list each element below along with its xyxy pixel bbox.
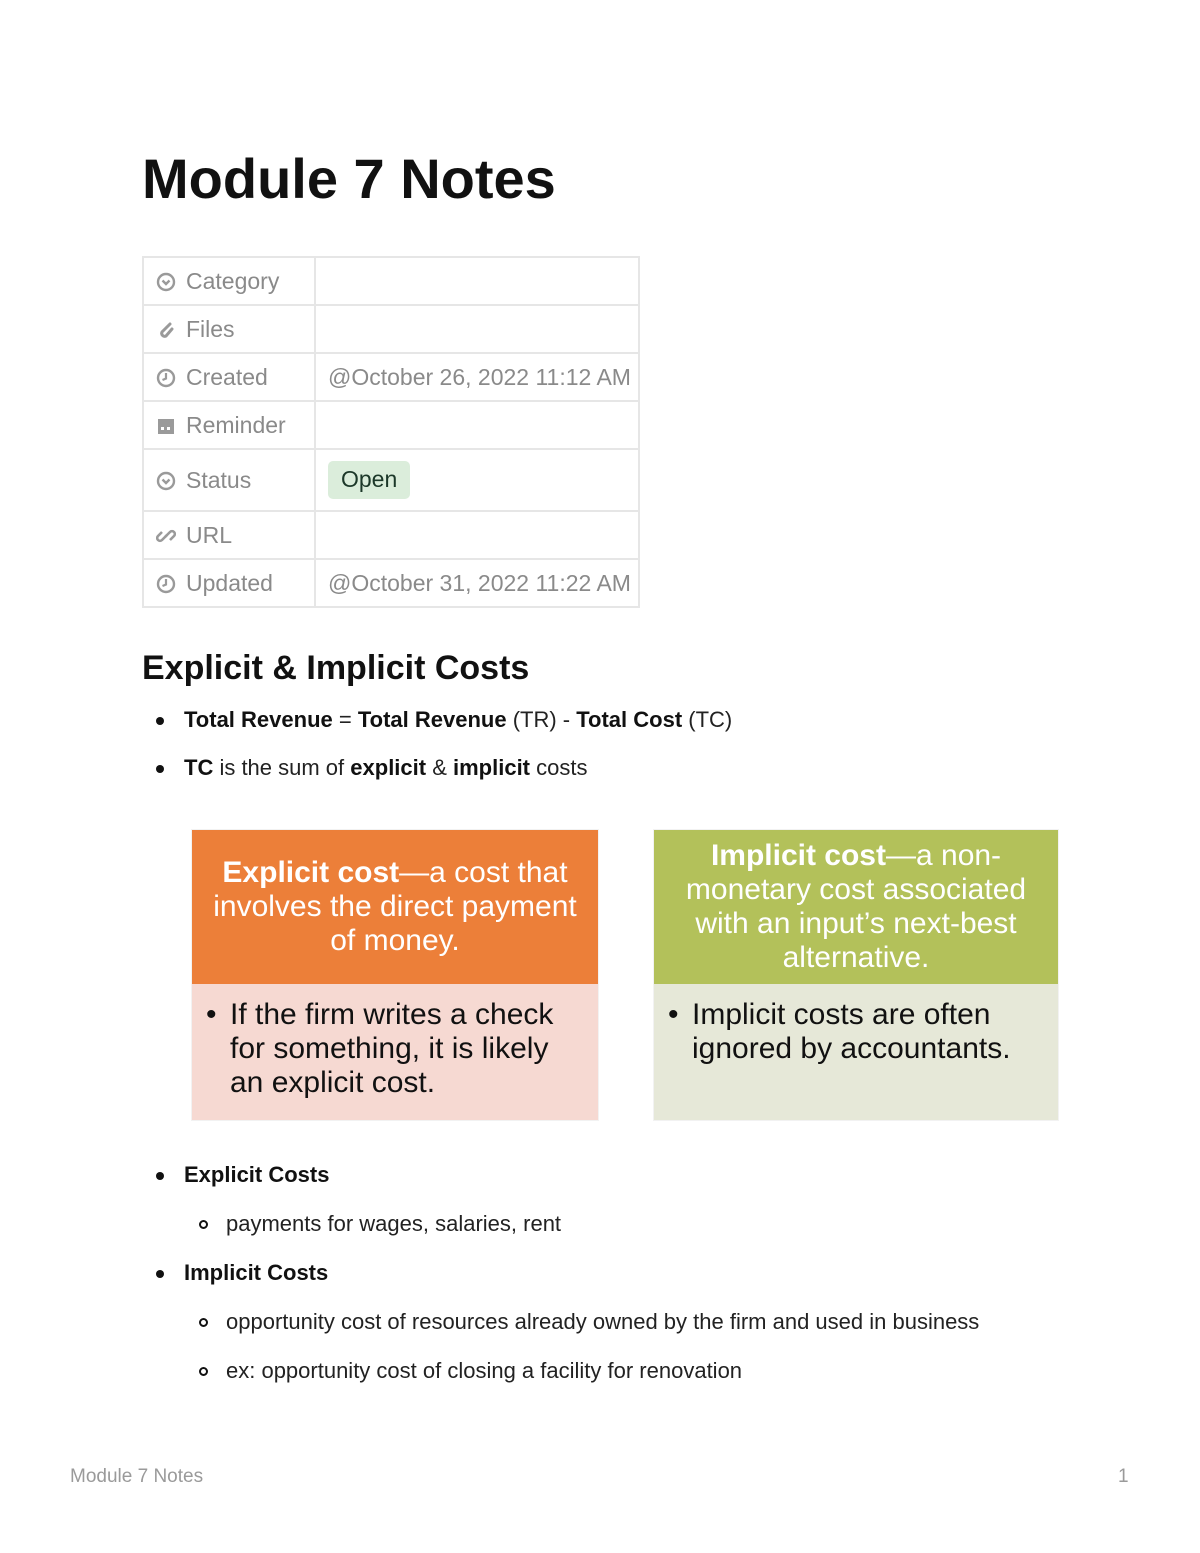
explicit-cost-definition: Explicit cost—a cost that involves the direct payment of money. <box>192 830 598 984</box>
list-item: Implicit Costs <box>142 1258 1102 1288</box>
section-heading: Explicit & Implicit Costs <box>142 649 530 687</box>
hollow-bullet-icon <box>199 1367 208 1376</box>
property-value[interactable] <box>315 401 639 449</box>
clock-icon <box>156 368 176 388</box>
property-label: URL <box>186 521 233 548</box>
property-key <box>143 257 315 305</box>
property-value[interactable] <box>315 511 639 559</box>
property-key <box>143 449 315 511</box>
property-value[interactable] <box>315 257 639 305</box>
property-label: Created <box>186 363 268 390</box>
property-label: Status <box>186 466 252 493</box>
property-key <box>143 305 315 353</box>
property-row-status <box>143 449 639 511</box>
paperclip-icon <box>156 320 176 340</box>
property-value: @October 31, 2022 11:22 AM <box>315 559 639 607</box>
property-value <box>315 449 639 511</box>
list-item: opportunity cost of resources already owned by the firm and used in business <box>142 1307 1102 1337</box>
property-key <box>143 353 315 401</box>
footer-page-number: 1 <box>1118 1466 1129 1487</box>
list-item: payments for wages, salaries, rent <box>142 1209 1102 1239</box>
property-key <box>143 559 315 607</box>
property-value: @October 26, 2022 11:12 AM <box>315 353 639 401</box>
select-circle-icon <box>156 471 176 491</box>
page-title: Module 7 Notes <box>142 147 556 210</box>
calendar-icon <box>156 416 176 436</box>
bullet-dot-icon <box>156 717 164 725</box>
explicit-cost-example: • If the firm writes a check for something, it is likely an explicit cost. <box>192 984 598 1120</box>
footer-doc-name: Module 7 Notes <box>70 1466 204 1487</box>
property-row-files <box>143 305 639 353</box>
select-circle-icon <box>156 272 176 292</box>
implicit-cost-card <box>654 830 1058 1120</box>
property-key <box>143 401 315 449</box>
bullet-dot-icon <box>156 1172 164 1180</box>
list-item: TC is the sum of explicit & implicit costs <box>142 753 1102 783</box>
property-row-category <box>143 257 639 305</box>
hollow-bullet-icon <box>199 1318 208 1327</box>
property-label: Files <box>186 315 235 342</box>
property-value[interactable] <box>315 305 639 353</box>
implicit-cost-example: • Implicit costs are often ignored by accountants. <box>654 984 1058 1120</box>
list-item: Total Revenue = Total Revenue (TR) - Total Cost (TC) <box>142 705 1102 735</box>
clock-icon <box>156 574 176 594</box>
revenue-bullets <box>142 705 1102 783</box>
properties-table <box>142 256 640 608</box>
bullet-mark: • <box>206 998 217 1031</box>
link-icon <box>156 526 176 546</box>
property-label: Updated <box>186 569 273 596</box>
property-row-url <box>143 511 639 559</box>
bullet-mark: • <box>668 998 679 1031</box>
property-row-updated <box>143 559 639 607</box>
property-label: Category <box>186 267 280 294</box>
property-label: Reminder <box>186 411 286 438</box>
property-row-reminder <box>143 401 639 449</box>
bullet-dot-icon <box>156 1270 164 1278</box>
property-key <box>143 511 315 559</box>
property-row-created <box>143 353 639 401</box>
cost-type-list <box>142 1160 1102 1386</box>
status-badge[interactable]: Open <box>328 461 410 499</box>
bullet-dot-icon <box>156 765 164 773</box>
explicit-cost-card <box>192 830 598 1120</box>
hollow-bullet-icon <box>199 1220 208 1229</box>
list-item: Explicit Costs <box>142 1160 1102 1190</box>
implicit-cost-definition: Implicit cost—a non-monetary cost associated with an input’s next-best alternative. <box>654 830 1058 984</box>
list-item: ex: opportunity cost of closing a facility for renovation <box>142 1356 1102 1386</box>
